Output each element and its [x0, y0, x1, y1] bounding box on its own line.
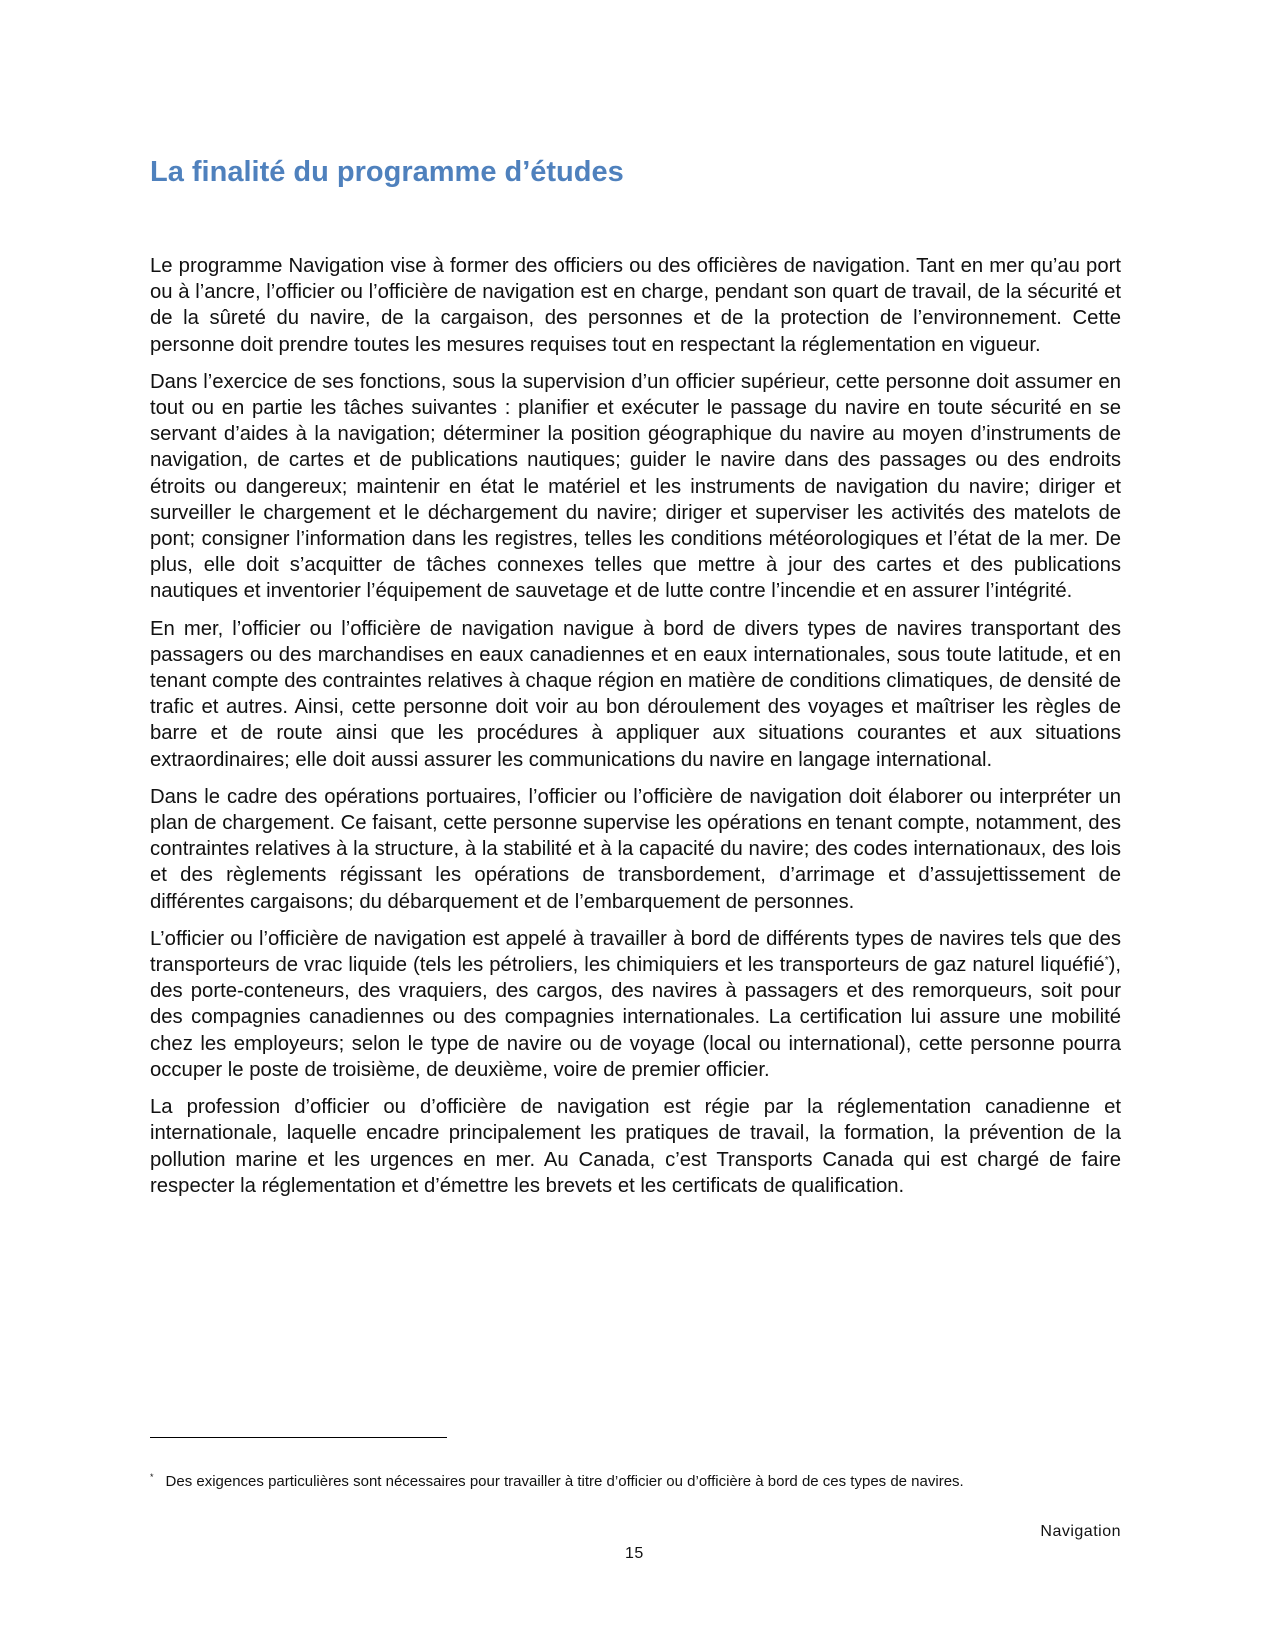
paragraph-5-part-1: L’officier ou l’officière de navigation est appelé à travailler à bord de différents types de navires tels que des transporteurs de vrac liquide (tels les pétroliers, les chimiquiers et les transporteurs de gaz naturel liquéfié	[150, 927, 1121, 977]
paragraph-6: La profession d’officier ou d’officière de navigation est régie par la réglementation canadienne et internationale, laquelle encadre principalement les pratiques de travail, la formation, la prévention de la pollution marine et les urgences en mer. Au Canada, c’est Transports Canada qui est chargé de faire respecter la réglementation et d’émettre les brevets et les certificats de qualification.	[150, 1096, 1121, 1197]
paragraph-4: Dans le cadre des opérations portuaires, l’officier ou l’officière de navigation doit élaborer ou interpréter un plan de chargement. Ce faisant, cette personne supervise les opérations en tenant compte, notamment, des contraintes relatives à la structure, à la stabilité et à la capacité du navire; des codes internationaux, des lois et des règlements régissant les opérations de transbordement, d’arrimage et d’assujettissement de différentes cargaisons; du débarquement et de l’embarquement de personnes.	[150, 785, 1121, 913]
running-footer: Navigation	[1040, 1523, 1121, 1540]
document-page	[150, 0, 1121, 1651]
page-number: 15	[625, 1545, 644, 1562]
footnote-marker: *	[150, 1472, 154, 1482]
paragraph-5-part-2: ), des porte-conteneurs, des vraquiers, des cargos, des navires à passagers et des remorqueurs, soit pour des compagnies canadiennes ou des compagnies internationales. La certification lui assure une mobilité chez les employeurs; selon le type de navire ou de voyage (local ou international), cette personne pourra occuper le poste de troisième, de deuxième, voire de premier officier.	[150, 954, 1121, 1081]
footnote-separator	[150, 1437, 447, 1438]
paragraph-2: Dans l’exercice de ses fonctions, sous la supervision d’un officier supérieur, cette personne doit assumer en tout ou en partie les tâches suivantes : planifier et exécuter le passage du navire en toute sécurité en se servant d’aides à la navigation; déterminer la position géographique du navire au moyen d’instruments de navigation, de cartes et de publications nautiques; guider le navire dans des passages ou des endroits étroits ou dangereux; maintenir en état le matériel et les instruments de navigation du navire; diriger et surveiller le chargement et le déchargement du navire; diriger et superviser les activités des matelots de pont; consigner l’information dans les registres, telles les conditions météorologiques et l’état de la mer. De plus, elle doit s’acquitter de tâches connexes telles que mettre à jour des cartes et des publications nautiques et inventorier l’équipement de sauvetage et de lutte contre l’incendie et en assurer l’intégrité.	[150, 370, 1121, 603]
paragraph-3: En mer, l’officier ou l’officière de navigation navigue à bord de divers types de navires transportant des passagers ou des marchandises en eaux canadiennes et en eaux internationales, sous toute latitude, et en tenant compte des contraintes relatives à chaque région en matière de conditions climatiques, de densité de trafic et autres. Ainsi, cette personne doit voir au bon déroulement des voyages et maîtriser les règles de barre et de route ainsi que les procédures à appliquer aux situations courantes et aux situations extraordinaires; elle doit aussi assurer les communications du navire en langage international.	[150, 617, 1121, 771]
body-text	[150, 253, 1121, 1210]
footnote	[150, 1467, 1121, 1492]
footnote-reference[interactable]: *	[1104, 955, 1109, 967]
page-title: La finalité du programme d’études	[150, 156, 624, 188]
paragraph-5	[150, 926, 1121, 1083]
paragraph-1: Le programme Navigation vise à former des officiers ou des officières de navigation. Tant en mer qu’au port ou à l’ancre, l’officier ou l’officière de navigation est en charge, pendant son quart de travail, de la sécurité et de la sûreté du navire, de la cargaison, des personnes et de la protection de l’environnement. Cette personne doit prendre toutes les mesures requises tout en respectant la réglementation en vigueur.	[150, 255, 1121, 356]
footnote-text: Des exigences particulières sont nécessaires pour travailler à titre d’officier ou d’officière à bord de ces types de navires.	[165, 1473, 964, 1490]
